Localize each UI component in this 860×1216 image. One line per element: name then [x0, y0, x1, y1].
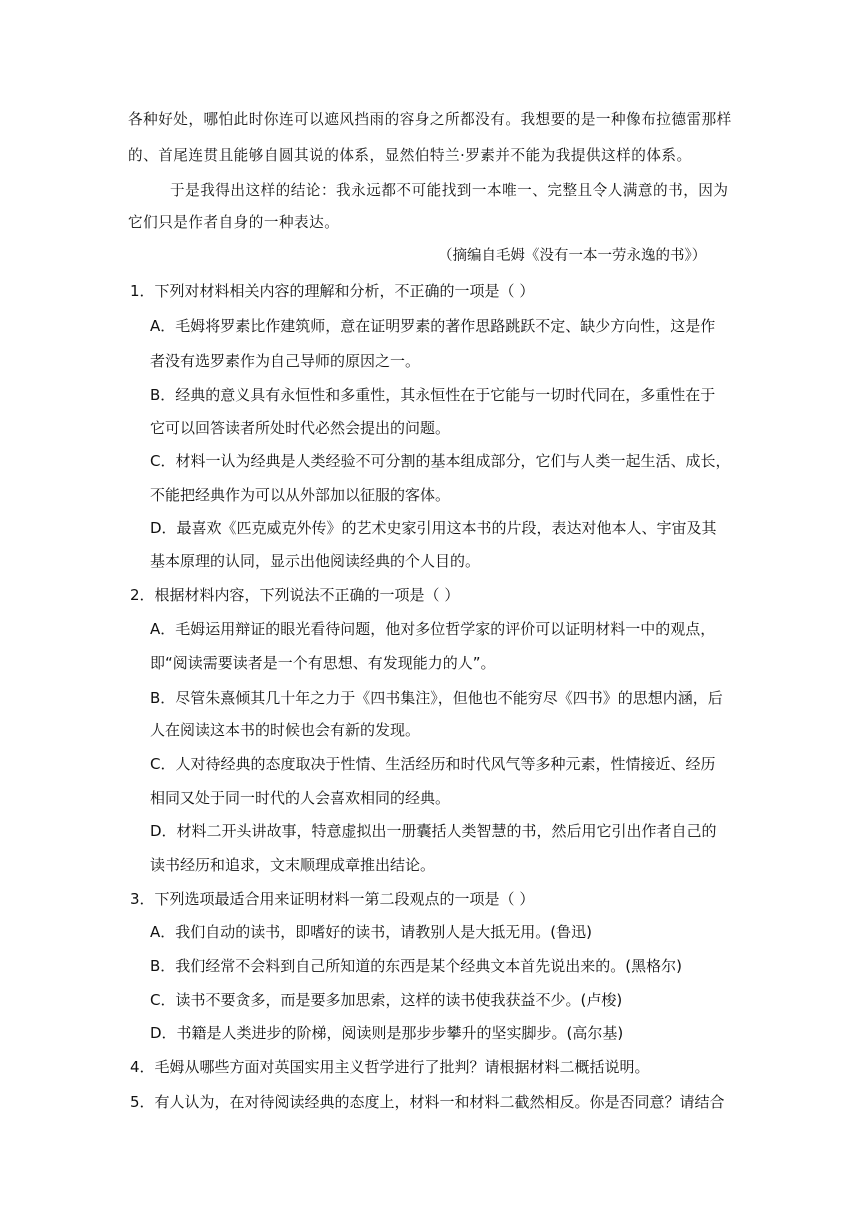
question-stem: 4．毛姆从哪些方面对英国实用主义哲学进行了批判？请根据材料二概括说明。: [130, 1058, 650, 1076]
option-line: 相同又处于同一时代的人会喜欢相同的经典。: [150, 789, 451, 807]
passage-line: 各种好处，哪怕此时你连可以遮风挡雨的容身之所都没有。我想要的是一种像布拉德雷那样: [128, 111, 732, 128]
option-line: 者没有选罗素作为自己导师的原因之一。: [150, 352, 421, 370]
question-stem: 2．根据材料内容，下列说法不正确的一项是（ ）: [130, 586, 460, 604]
option-line: 人在阅读这本书的时候也会有新的发现。: [150, 721, 421, 739]
option-line: C．人对待经典的态度取决于性情、生活经历和时代风气等多种元素，性情接近、经历: [150, 755, 716, 773]
option-line: 它可以回答读者所处时代必然会提出的问题。: [150, 419, 451, 437]
passage-line: 的、首尾连贯且能够自圆其说的体系，显然伯特兰·罗素并不能为我提供这样的体系。: [128, 147, 692, 164]
option-line: A．我们自动的读书，即嗜好的读书，请教别人是大抵无用。(鲁迅): [150, 923, 592, 941]
option-line: C．读书不要贪多，而是要多加思索，这样的读书使我获益不少。(卢梭): [150, 991, 623, 1009]
question-stem: 5．有人认为，在对待阅读经典的态度上，材料一和材料二截然相反。你是否同意？请结合: [130, 1093, 725, 1111]
option-line: D．最喜欢《匹克威克外传》的艺术史家引用这本书的片段，表达对他本人、宇宙及其: [150, 519, 717, 537]
option-line: B．经典的意义具有永恒性和多重性，其永恒性在于它能与一切时代同在，多重性在于: [150, 386, 716, 404]
question-stem: 1．下列对材料相关内容的理解和分析，不正确的一项是（ ）: [130, 282, 535, 300]
passage-source: （摘编自毛姆《没有一本一劳永逸的书》）: [438, 248, 707, 264]
question-stem: 3．下列选项最适合用来证明材料一第二段观点的一项是（ ）: [130, 890, 535, 908]
option-line: 即“阅读需要读者是一个有思想、有发现能力的人”。: [150, 654, 496, 672]
option-line: 不能把经典作为可以从外部加以征服的客体。: [150, 486, 451, 504]
option-line: 读书经历和追求，文末顺理成章推出结论。: [150, 856, 436, 874]
option-line: A．毛姆将罗素比作建筑师，意在证明罗素的著作思路跳跃不定、缺少方向性，这是作: [150, 317, 716, 335]
passage-line: 于是我得出这样的结论：我永远都不可能找到一本唯一、完整且令人满意的书，因为: [170, 182, 729, 199]
option-line: A．毛姆运用辩证的眼光看待问题，他对多位哲学家的评价可以证明材料一中的观点，: [150, 620, 716, 638]
option-line: B．我们经常不会料到自己所知道的东西是某个经典文本首先说出来的。(黑格尔): [150, 957, 682, 975]
option-line: D．书籍是人类进步的阶梯，阅读则是那步步攀升的坚实脚步。(高尔基): [150, 1024, 624, 1042]
option-line: C．材料一认为经典是人类经验不可分割的基本组成部分，它们与人类一起生活、成长，: [150, 452, 731, 470]
passage-line: 它们只是作者自身的一种表达。: [128, 214, 340, 231]
option-line: D．材料二开头讲故事，特意虚拟出一册囊括人类智慧的书，然后用它引出作者自己的: [150, 822, 717, 840]
option-line: B．尽管朱熹倾其几十年之力于《四书集注》，但他也不能穷尽《四书》的思想内涵，后: [150, 689, 723, 707]
option-line: 基本原理的认同，显示出他阅读经典的个人目的。: [150, 552, 481, 570]
